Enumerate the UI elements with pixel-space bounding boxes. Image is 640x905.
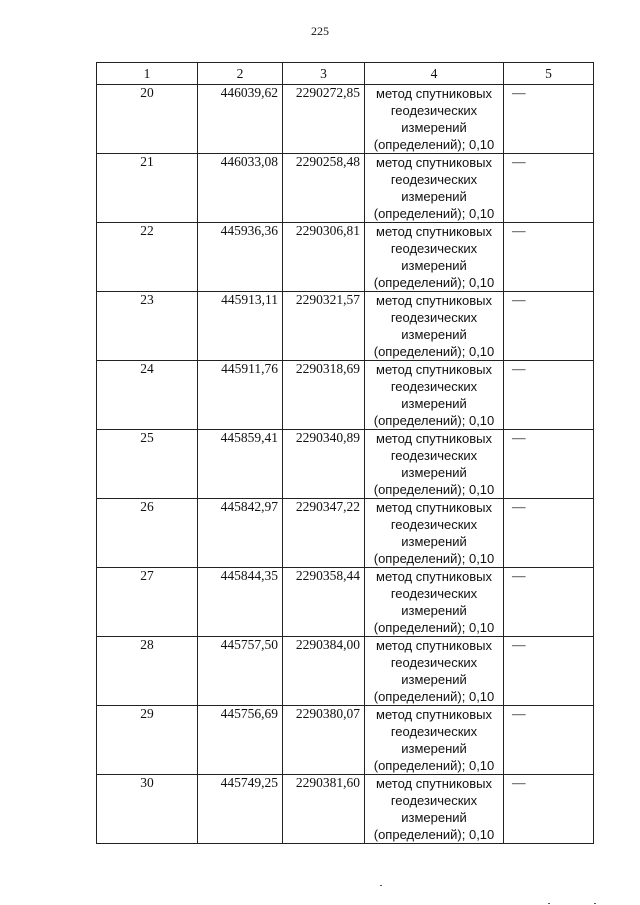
y-coordinate-cell: 2290347,22 <box>283 499 365 568</box>
y-coordinate-cell: 2290318,69 <box>283 361 365 430</box>
method-line: геодезических <box>390 724 478 739</box>
x-coordinate-cell: 446039,62 <box>198 85 283 154</box>
method-cell <box>365 637 504 706</box>
method-line: (определений); 0,10 <box>373 344 495 359</box>
method-line: геодезических <box>390 172 478 187</box>
y-coordinate-cell: 2290381,60 <box>283 775 365 844</box>
method-line: (определений); 0,10 <box>373 275 495 290</box>
method-cell <box>365 706 504 775</box>
x-coordinate-cell: 445749,25 <box>198 775 283 844</box>
point-number-cell: 21 <box>97 154 198 223</box>
note-cell: — <box>504 568 594 637</box>
method-line: метод спутниковых <box>376 362 492 377</box>
method-line: измерений <box>401 603 467 618</box>
method-line: геодезических <box>390 241 478 256</box>
method-line: (определений); 0,10 <box>373 620 495 635</box>
point-number-cell: 30 <box>97 775 198 844</box>
method-line: метод спутниковых <box>376 500 492 515</box>
x-coordinate-cell: 445911,76 <box>198 361 283 430</box>
method-line: (определений); 0,10 <box>373 482 495 497</box>
method-line: метод спутниковых <box>376 569 492 584</box>
point-number-cell: 26 <box>97 499 198 568</box>
note-cell: — <box>504 223 594 292</box>
point-number-cell: 25 <box>97 430 198 499</box>
method-line: геодезических <box>390 586 478 601</box>
page-number: 225 <box>311 24 329 38</box>
note-cell: — <box>504 292 594 361</box>
method-cell <box>365 85 504 154</box>
coordinates-table <box>96 62 594 844</box>
method-line: измерений <box>401 189 467 204</box>
method-line: метод спутниковых <box>376 224 492 239</box>
point-number-cell: 23 <box>97 292 198 361</box>
x-coordinate-cell: 445936,36 <box>198 223 283 292</box>
point-number-cell: 28 <box>97 637 198 706</box>
method-line: геодезических <box>390 448 478 463</box>
method-line: геодезических <box>390 310 478 325</box>
method-line: геодезических <box>390 379 478 394</box>
note-cell: — <box>504 361 594 430</box>
y-coordinate-cell: 2290306,81 <box>283 223 365 292</box>
x-coordinate-cell: 445842,97 <box>198 499 283 568</box>
table-row <box>97 568 594 637</box>
method-line: геодезических <box>390 103 478 118</box>
column-header: 5 <box>504 63 594 85</box>
method-line: измерений <box>401 396 467 411</box>
note-cell: — <box>504 430 594 499</box>
y-coordinate-cell: 2290340,89 <box>283 430 365 499</box>
column-header: 1 <box>97 63 198 85</box>
method-line: измерений <box>401 741 467 756</box>
method-line: геодезических <box>390 655 478 670</box>
table-row <box>97 361 594 430</box>
method-cell <box>365 775 504 844</box>
point-number-cell: 22 <box>97 223 198 292</box>
method-line: измерений <box>401 810 467 825</box>
point-number-cell: 24 <box>97 361 198 430</box>
x-coordinate-cell: 445859,41 <box>198 430 283 499</box>
method-line: геодезических <box>390 793 478 808</box>
method-cell <box>365 154 504 223</box>
note-cell: — <box>504 775 594 844</box>
method-line: (определений); 0,10 <box>373 413 495 428</box>
x-coordinate-cell: 445757,50 <box>198 637 283 706</box>
method-line: метод спутниковых <box>376 293 492 308</box>
method-line: (определений); 0,10 <box>373 827 495 842</box>
method-line: метод спутниковых <box>376 776 492 791</box>
method-line: измерений <box>401 534 467 549</box>
scan-marks <box>0 885 640 905</box>
method-line: геодезических <box>390 517 478 532</box>
table-body <box>97 85 594 844</box>
method-line: (определений); 0,10 <box>373 206 495 221</box>
method-cell <box>365 223 504 292</box>
table-header-row <box>97 63 594 85</box>
method-line: измерений <box>401 672 467 687</box>
note-cell: — <box>504 154 594 223</box>
table-row <box>97 775 594 844</box>
column-header: 2 <box>198 63 283 85</box>
table-row <box>97 706 594 775</box>
y-coordinate-cell: 2290258,48 <box>283 154 365 223</box>
table-row <box>97 499 594 568</box>
method-line: измерений <box>401 327 467 342</box>
method-line: метод спутниковых <box>376 431 492 446</box>
method-line: метод спутниковых <box>376 86 492 101</box>
table-row <box>97 292 594 361</box>
method-line: измерений <box>401 465 467 480</box>
note-cell: — <box>504 637 594 706</box>
point-number-cell: 27 <box>97 568 198 637</box>
x-coordinate-cell: 445756,69 <box>198 706 283 775</box>
method-line: метод спутниковых <box>376 155 492 170</box>
method-cell <box>365 499 504 568</box>
method-cell <box>365 361 504 430</box>
note-cell: — <box>504 706 594 775</box>
method-cell <box>365 430 504 499</box>
x-coordinate-cell: 445844,35 <box>198 568 283 637</box>
method-line: метод спутниковых <box>376 707 492 722</box>
method-line: метод спутниковых <box>376 638 492 653</box>
y-coordinate-cell: 2290321,57 <box>283 292 365 361</box>
table-row <box>97 223 594 292</box>
method-line: (определений); 0,10 <box>373 137 495 152</box>
table-row <box>97 85 594 154</box>
note-cell: — <box>504 85 594 154</box>
x-coordinate-cell: 446033,08 <box>198 154 283 223</box>
y-coordinate-cell: 2290384,00 <box>283 637 365 706</box>
table-row <box>97 154 594 223</box>
y-coordinate-cell: 2290272,85 <box>283 85 365 154</box>
method-line: (определений); 0,10 <box>373 689 495 704</box>
y-coordinate-cell: 2290358,44 <box>283 568 365 637</box>
column-header: 4 <box>365 63 504 85</box>
point-number-cell: 29 <box>97 706 198 775</box>
table-row <box>97 430 594 499</box>
method-cell <box>365 292 504 361</box>
method-line: измерений <box>401 120 467 135</box>
x-coordinate-cell: 445913,11 <box>198 292 283 361</box>
y-coordinate-cell: 2290380,07 <box>283 706 365 775</box>
point-number-cell: 20 <box>97 85 198 154</box>
method-cell <box>365 568 504 637</box>
column-header: 3 <box>283 63 365 85</box>
method-line: (определений); 0,10 <box>373 551 495 566</box>
table-row <box>97 637 594 706</box>
method-line: измерений <box>401 258 467 273</box>
method-line: (определений); 0,10 <box>373 758 495 773</box>
note-cell: — <box>504 499 594 568</box>
